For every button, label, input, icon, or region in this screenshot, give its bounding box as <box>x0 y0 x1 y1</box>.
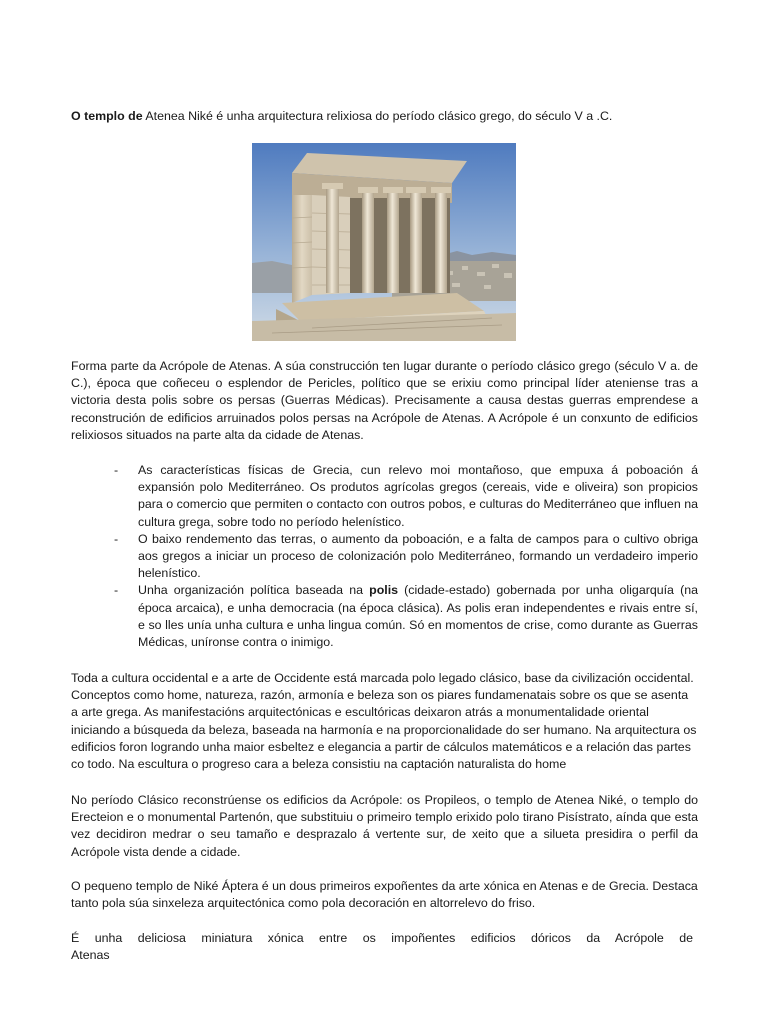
bullet-text-after: (cidade-estado) gobernada por unha oligarquía (na época arcaica), e unha democracia (na época clásica). As polis eran independentes e rivais entre sí, e so lles unía unha cultura e unha lingua común. Só en momentos de crise, como durante as Guerras Médicas, uníronse contra o inimigo. <box>138 583 698 650</box>
paragraph-nike-aptera: O pequeno templo de Niké Áptera é un dous primeiros expoñentes da arte xónica en Atenas e de Grecia. Destaca tanto pola súa sinxeleza arquitectónica como pola decoración en altorrelevo do friso. <box>71 879 698 911</box>
list-item <box>114 462 698 531</box>
paragraph-miniature: É unha deliciosa miniatura xónica entre os impoñentes edificios dóricos da Acrópole de Atenas <box>71 931 694 963</box>
bullet-text: As características físicas de Grecia, cun relevo moi montañoso, que empuxa á poboación á expansión polo Mediterráneo. Os produtos agrícolas gregos (cereais, vide e oliveira) son propicios para o comercio que permiten o contacto con outros pobos, e culturas do Mediterráneo que influen na cultura grega, sobre todo no período helenístico. <box>138 463 698 529</box>
bullet-dash: - <box>114 463 119 477</box>
paragraph-classical-legacy: Toda a cultura occidental e a arte de Occidente está marcada polo legado clásico, base da civilización occidental. Conceptos como home, natureza, razón, armonía e beleza son os piares fundamenatais sobre os que se asenta a arte grega. As manifestacións arquitectónicas e escultóricas deixaron atrás a monumentalidade oriental iniciando a búsqueda da beleza, baseada na harmonía e na proporcionalidade do ser humano. Na arquitectura os edificios foron logrando unha maior esbeltez e elegancia a partir de cálculos matemáticos e a relación das partes co todo. Na escultura o progreso cara a beleza consistiu na captación naturalista do home <box>71 671 697 772</box>
bullet-text: Unha organización política baseada na <box>138 583 370 598</box>
bullet-bold-text: polis <box>369 583 399 598</box>
temple-photo-icon <box>252 143 516 341</box>
paragraph-acropolis: Forma parte da Acrópole de Atenas. A súa construcción ten lugar durante o período clásico grego (século V a. de C.), época que coñeceu o esplendor de Pericles, político que se erixiu como principal líder ateniense tras a victoria desta polis sobre os persas (Guerras Médicas). Precisamente a causa destas guerras emprendese a reconstrución de edificios arruinados polos persas na Acrópole de Atenas. A Acrópole é un conxunto de edificios relixiosos situados na parte alta da cidade de Atenas. <box>71 359 698 442</box>
intro-bold-text: O templo de <box>71 109 143 123</box>
bullet-list <box>114 462 698 651</box>
list-item <box>114 531 698 583</box>
intro-paragraph <box>71 108 698 125</box>
bullet-text: O baixo rendemento das terras, o aumento da poboación, e a falta de campos para o cultivo obriga aos gregos a iniciar un proceso de colonización polo Mediterráneo, formando un verdadeiro imperio helenístico. <box>138 531 698 581</box>
list-item <box>114 582 698 651</box>
paragraph-reconstruction: No período Clásico reconstrúense os edificios da Acrópole: os Propileos, o templo de Atenea Niké, o templo do Erecteion e o monumental Partenón, que substituiu o primeiro templo erixido polo tirano Pisístrato, aínda que esta vez decidiron medrar o seu tamaño e desprazalo á vertente sur, de xeito que a silueta presidira o perfil da Acrópole vista dende a cidade. <box>71 793 698 859</box>
intro-text: Atenea Niké é unha arquitectura relixiosa do período clásico grego, do século V a .C. <box>142 109 613 123</box>
bullet-dash: - <box>114 531 119 546</box>
bullet-dash: - <box>114 583 119 598</box>
temple-photo <box>252 143 516 341</box>
